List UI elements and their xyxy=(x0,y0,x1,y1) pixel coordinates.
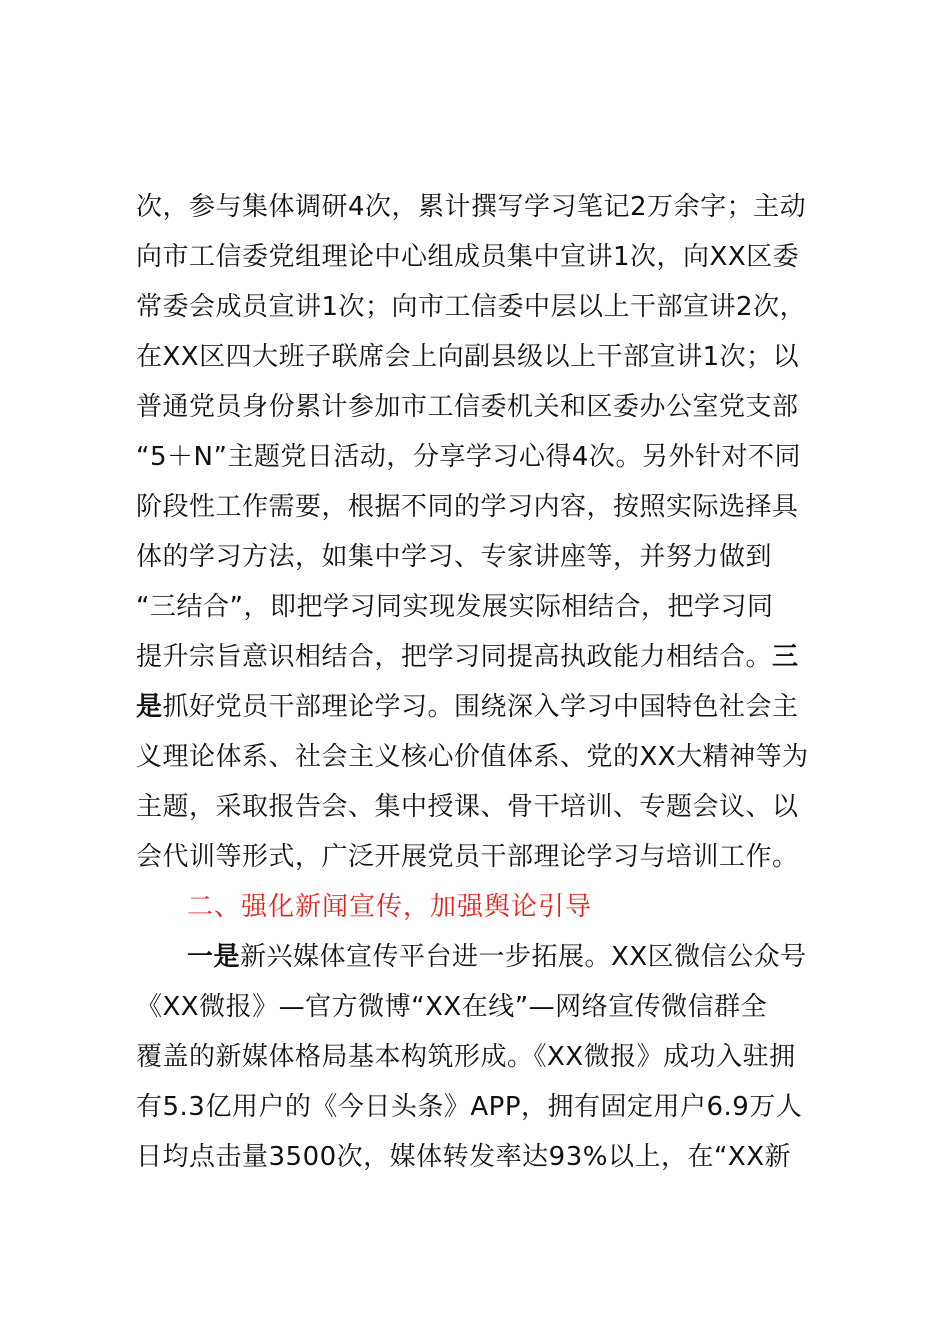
emphasis-is: 是 xyxy=(136,692,163,722)
section-line-2: 《XX微报》—官方微博“XX在线”—网络宣传微信群全 xyxy=(136,992,768,1022)
body-line-13: 主题，采取报告会、集中授课、骨干培训、专题会议、以 xyxy=(136,792,799,822)
body-line-6: “5＋N”主题党日活动，分享学习心得4次。另外针对不同 xyxy=(136,442,801,472)
section-line-5: 日均点击量3500次，媒体转发率达93%以上，在“XX新 xyxy=(136,1142,792,1172)
emphasis-three: 三 xyxy=(772,642,799,672)
section-line-1-text: 新兴媒体宣传平台进一步拓展。XX区微信公众号 xyxy=(240,942,807,972)
section-line-1 xyxy=(187,939,807,975)
body-line-11-text: 抓好党员干部理论学习。围绕深入学习中国特色社会主 xyxy=(162,692,799,722)
body-line-3: 常委会成员宣讲1次；向市工信委中层以上干部宣讲2次， xyxy=(136,292,807,322)
emphasis-first: 一是 xyxy=(187,942,241,972)
body-line-2: 向市工信委党组理论中心组成员集中宣讲1次，向XX区委 xyxy=(136,242,800,272)
body-line-14: 会代训等形式，广泛开展党员干部理论学习与培训工作。 xyxy=(136,842,799,872)
section-line-3: 覆盖的新媒体格局基本构筑形成。《XX微报》成功入驻拥 xyxy=(136,1042,796,1072)
body-line-11 xyxy=(136,689,799,725)
section-line-4: 有5.3亿用户的《今日头条》APP，拥有固定用户6.9万人 xyxy=(136,1092,803,1122)
body-line-10 xyxy=(136,639,799,675)
body-line-5: 普通党员身份累计参加市工信委机关和区委办公室党支部 xyxy=(136,392,799,422)
section-heading: 二、强化新闻宣传，加强舆论引导 xyxy=(187,892,593,922)
body-line-1: 次，参与集体调研4次，累计撰写学习笔记2万余字；主动 xyxy=(136,192,807,222)
body-line-10-text: 提升宗旨意识相结合，把学习同提高执政能力相结合。 xyxy=(136,642,773,672)
body-line-12: 义理论体系、社会主义核心价值体系、党的XX大精神等为 xyxy=(136,742,809,772)
body-line-8: 体的学习方法，如集中学习、专家讲座等，并努力做到 xyxy=(136,542,773,572)
body-line-7: 阶段性工作需要，根据不同的学习内容，按照实际选择具 xyxy=(136,492,799,522)
body-line-9: “三结合”，即把学习同实现发展实际相结合，把学习同 xyxy=(136,592,774,622)
body-line-4: 在XX区四大班子联席会上向副县级以上干部宣讲1次；以 xyxy=(136,342,800,372)
